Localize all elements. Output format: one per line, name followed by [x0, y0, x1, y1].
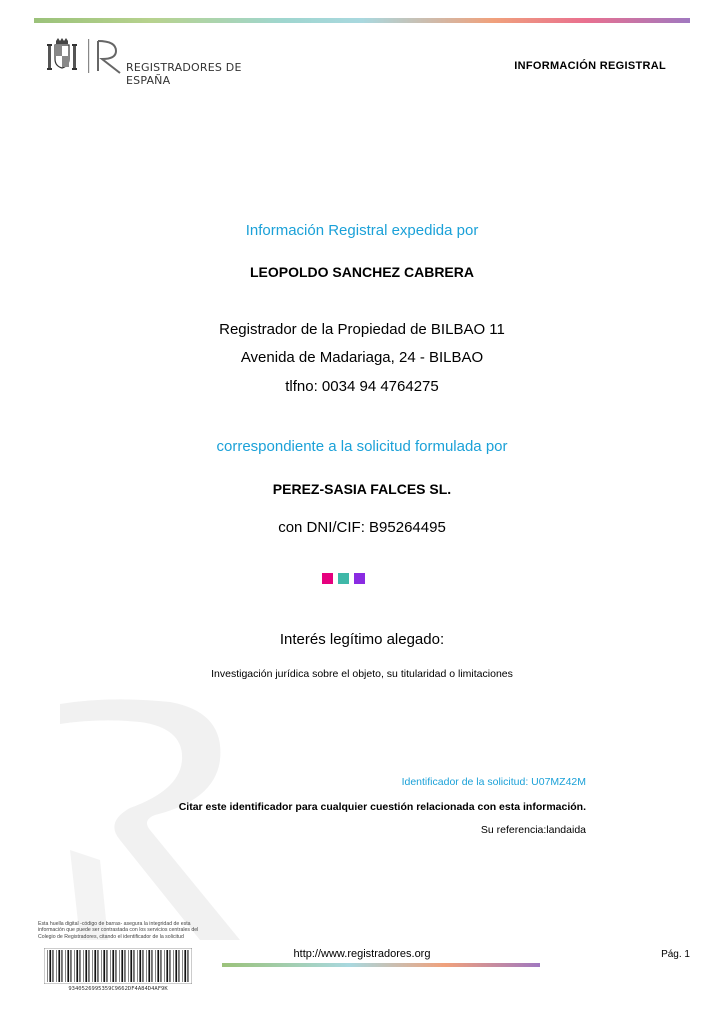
issued-by-label: Información Registral expedida por — [245, 222, 479, 239]
request-identifier: Identificador de la solicitud: U07MZ42M — [401, 776, 586, 788]
registradores-logo — [46, 37, 286, 87]
logo-text: REGISTRADORES DE ESPAÑA — [126, 61, 242, 87]
square-teal — [338, 573, 349, 584]
applicant-dni: con DNI/CIF: B95264495 — [278, 519, 446, 536]
interest-label: Interés legítimo alegado: — [279, 631, 445, 648]
registry-office: Registrador de la Propiedad de BILBAO 11 — [219, 321, 505, 338]
page-number: Pág. 1 — [661, 949, 690, 960]
registradores-r-watermark-icon — [50, 690, 250, 950]
registry-address: Avenida de Madariaga, 24 - BILBAO — [240, 349, 484, 366]
your-reference: Su referencia:landaida — [480, 824, 586, 836]
request-label: correspondiente a la solicitud formulada por — [216, 438, 508, 455]
spain-coat-of-arms-icon — [46, 37, 126, 77]
applicant-name: PEREZ-SASIA FALCES SL. — [272, 481, 452, 497]
document-type-label: INFORMACIÓN REGISTRAL — [514, 60, 666, 72]
interest-value: Investigación jurídica sobre el objeto, su titularidad o limitaciones — [211, 668, 513, 680]
registry-phone: tlfno: 0034 94 4764275 — [285, 378, 439, 395]
square-purple — [354, 573, 365, 584]
cite-note: Citar este identificador para cualquier cuestión relacionada con esta información. — [178, 801, 586, 813]
square-magenta — [322, 573, 333, 584]
top-color-band — [34, 18, 690, 23]
barcode-number: 9340526995359C9662DF4A84D4AF9K — [68, 986, 168, 992]
color-squares — [322, 573, 365, 584]
website-link[interactable]: http://www.registradores.org — [293, 948, 431, 960]
bottom-color-band — [222, 963, 540, 967]
fingerprint-note: Esta huella digital -código de barras- asegura la integridad de esta información que puede ser contrastada con los servicios centrales del Colegio de Registradores, citando el identificador de la solicitud — [38, 921, 199, 940]
registrar-name: LEOPOLDO SANCHEZ CABRERA — [249, 264, 474, 280]
